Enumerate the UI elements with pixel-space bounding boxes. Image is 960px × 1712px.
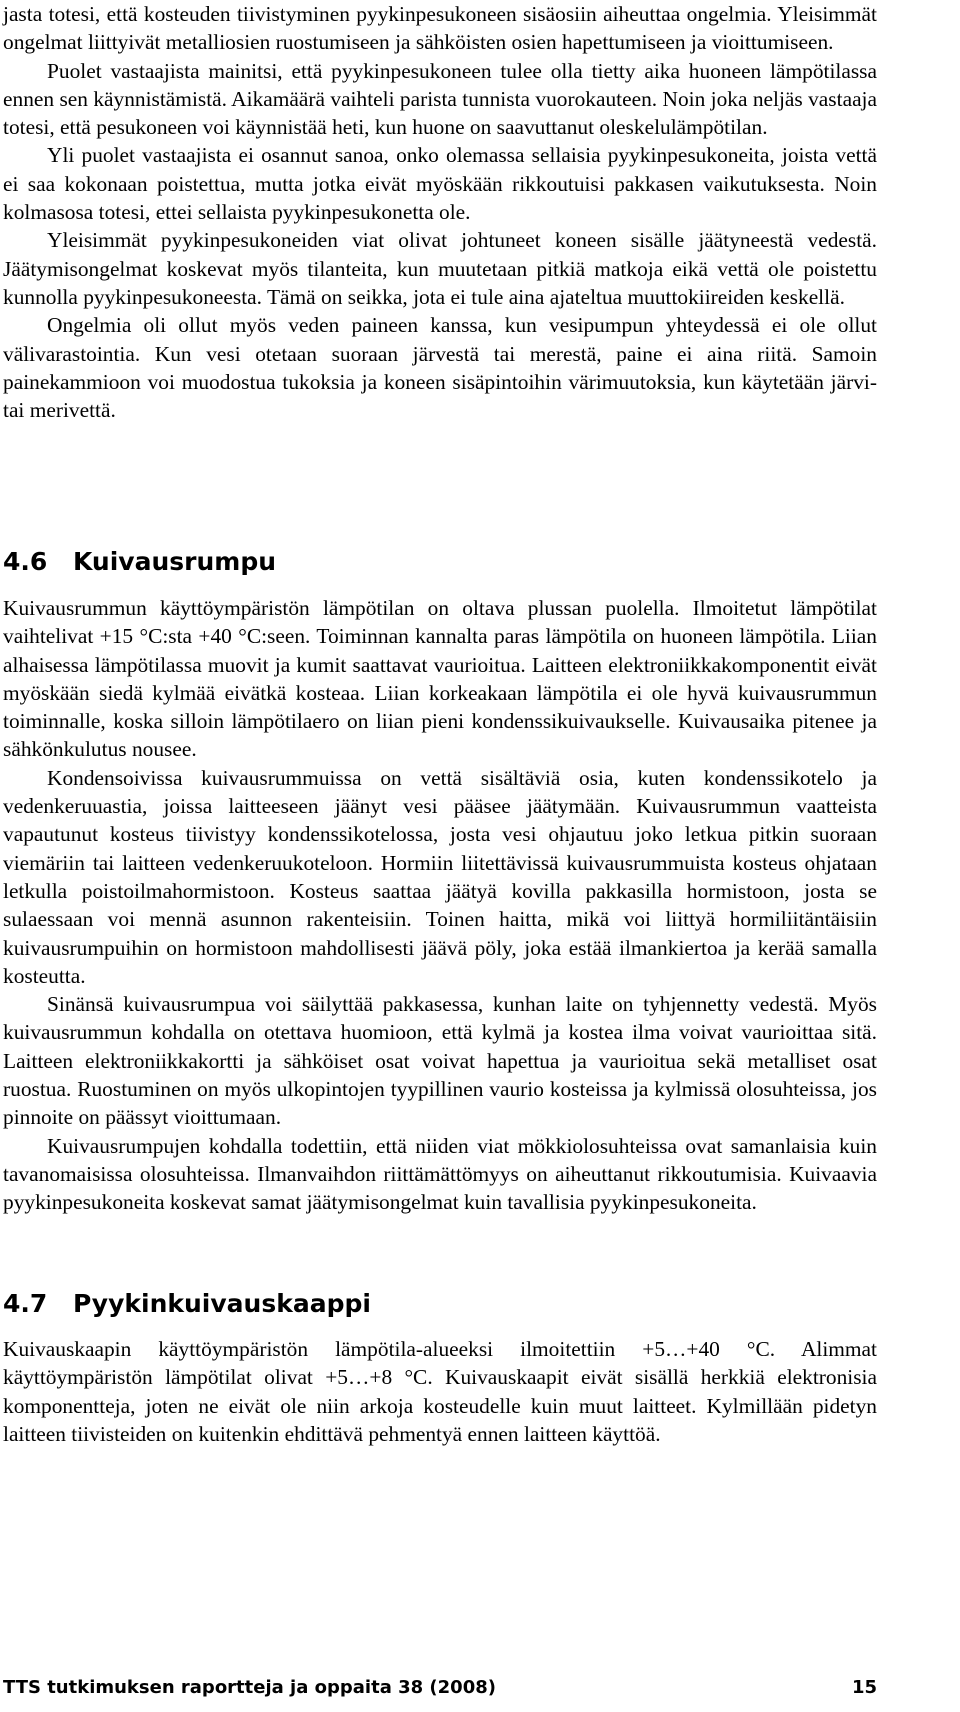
paragraph: Kuivausrumpujen kohdalla todettiin, että niiden viat mökkiolosuhteissa ovat samanlaisia kuin tavanomaisissa olosuhteissa. Ilmanvaihdon riittämättömyys on aiheuttanut rikkoutumisia. Kuivaavia pyykinpesukoneita koskevat samat jäätymisongelmat kuin tavallisia pyykinpesukoneita. (3, 1133, 877, 1215)
body-text-top (3, 0, 877, 424)
paragraph: Ongelmia oli ollut myös veden paineen kanssa, kun vesipumpun yhteydessä ei ole ollut välivarastointia. Kun vesi otetaan suoraan järvestä tai merestä, paine ei aina riitä. Samoin painekammioon voi muodostua tukoksia ja koneen sisäpintoihin värimuutoksia, kun käytetään järvi- tai merivettä. (3, 313, 877, 423)
section-number: 4.6 (3, 547, 48, 576)
section-heading-4-7 (3, 1288, 371, 1320)
paragraph: Puolet vastaajista mainitsi, että pyykinpesukoneen tulee olla tietty aika huoneen lämpötilassa ennen sen käynnistämistä. Aikamäärä vaihteli parista tunnista vuorokauteen. Noin joka neljäs vastaaja totesi, että pesukoneen voi käynnistää heti, kun huone on saavuttanut oleskelulämpötilan. (3, 58, 877, 140)
page-number: 15 (851, 1677, 877, 1698)
paragraph: Yleisimmät pyykinpesukoneiden viat olivat johtuneet koneen sisälle jäätyneestä vedestä. Jäätymisongelmat koskevat myös tilanteita, kun muutetaan pitkiä matkoja eikä vettä ole poistettu kunnolla pyykinpesukoneesta. Tämä on seikka, jota ei tule aina ajateltua muuttokiireiden keskellä. (3, 228, 877, 309)
section-number: 4.7 (3, 1289, 48, 1318)
section-title: Kuivausrumpu (73, 547, 277, 576)
section-4-7-body (3, 1335, 877, 1448)
paragraph: Kuivauskaapin käyttöympäristön lämpötila-alueeksi ilmoitettiin +5…+40 °C. Alimmat käyttöympäristön lämpötilat olivat +5…+8 °C. Kuivauskaapit eivät sisällä herkkiä elektronisia komponentteja, joten ne eivät ole niin arkoja kosteudelle kuin muut laitteet. Kylmillään pidetyn laitteen tiivisteiden on kuitenkin ehdittävä pehmentyä ennen laitteen käyttöä. (3, 1337, 877, 1446)
paragraph: Kondensoivissa kuivausrummuissa on vettä sisältäviä osia, kuten kondenssikotelo ja vedenkeruuastia, joissa laitteeseen jäänyt vesi pääsee jäätymään. Kuivausrummun vaatteista vapautunut kosteus tiivistyy kondenssikotelossa, josta vesi ohjautuu joko letkua pitkin suoraan viemäriin tai laitteen vedenkeruukoteloon. Hormiin liitettävissä kuivausrummuista kosteus ohjataan letkulla poistoilmahormistoon. Kosteus saattaa jäätyä kovilla pakkasilla hormistoon, josta se sulaessaan voi mennä asunnon rakenteisiin. Toinen haitta, mikä voi liittyä hormiliitäntäisiin kuivausrumpuihin on hormistoon mahdollisesti jäävä pöly, joka estää ilmankiertoa ja kerää samalla kosteutta. (3, 765, 877, 988)
page-footer (3, 1676, 877, 1700)
paragraph: Yli puolet vastaajista ei osannut sanoa, onko olemassa sellaisia pyykinpesukoneita, joista vettä ei saa kokonaan poistettua, mutta jotka eivät myöskään rikkoutuisi pakkasen vaikutuksesta. Noin kolmasosa totesi, ettei sellaista pyykinpesukonetta ole. (3, 143, 877, 225)
section-title: Pyykinkuivauskaappi (73, 1289, 371, 1318)
section-heading-4-6 (3, 546, 276, 578)
paragraph: jasta totesi, että kosteuden tiivistyminen pyykinpesukoneen sisäosiin aiheuttaa ongelmia. Yleisimmät ongelmat liittyivät metalliosien ruostumiseen ja sähköisten osien hapettumiseen ja vioittumiseen. (3, 2, 877, 55)
footer-series-title: TTS tutkimuksen raportteja ja oppaita 38 (2008) (3, 1677, 496, 1698)
paragraph: Kuivausrummun käyttöympäristön lämpötilan on oltava plussan puolella. Ilmoitetut lämpötilat vaihtelivat +15 °C:sta +40 °C:seen. Toiminnan kannalta paras lämpötila on huoneen lämpötila. Liian alhaisessa lämpötilassa muovit ja kumit saattavat vaurioitua. Laitteen elektroniikkakomponentit eivät myöskään siedä kylmää eivätkä kosteaa. Liian korkeakaan lämpötila ei ole hyvä kuivausrummun toiminnalle, koska silloin lämpötilaero on liian pieni kondenssikuivaukselle. Kuivausaika pitenee ja sähkönkulutus nousee. (3, 596, 877, 762)
paragraph: Sinänsä kuivausrumpua voi säilyttää pakkasessa, kunhan laite on tyhjennetty vedestä. Myös kuivausrummun kohdalla on otettava huomioon, että kylmä ja kostea ilma voivat vaurioittaa sitä. Laitteen elektroniikkakortti ja sähköiset osat voivat hapettua ja vaurioitua sekä metalliset osat ruostua. Ruostuminen on myös ulkopintojen tyypillinen vaurio kosteissa ja kylmissä olosuhteissa, jos pinnoite on päässyt vioittumaan. (3, 992, 877, 1130)
section-4-6-body (3, 594, 877, 1217)
